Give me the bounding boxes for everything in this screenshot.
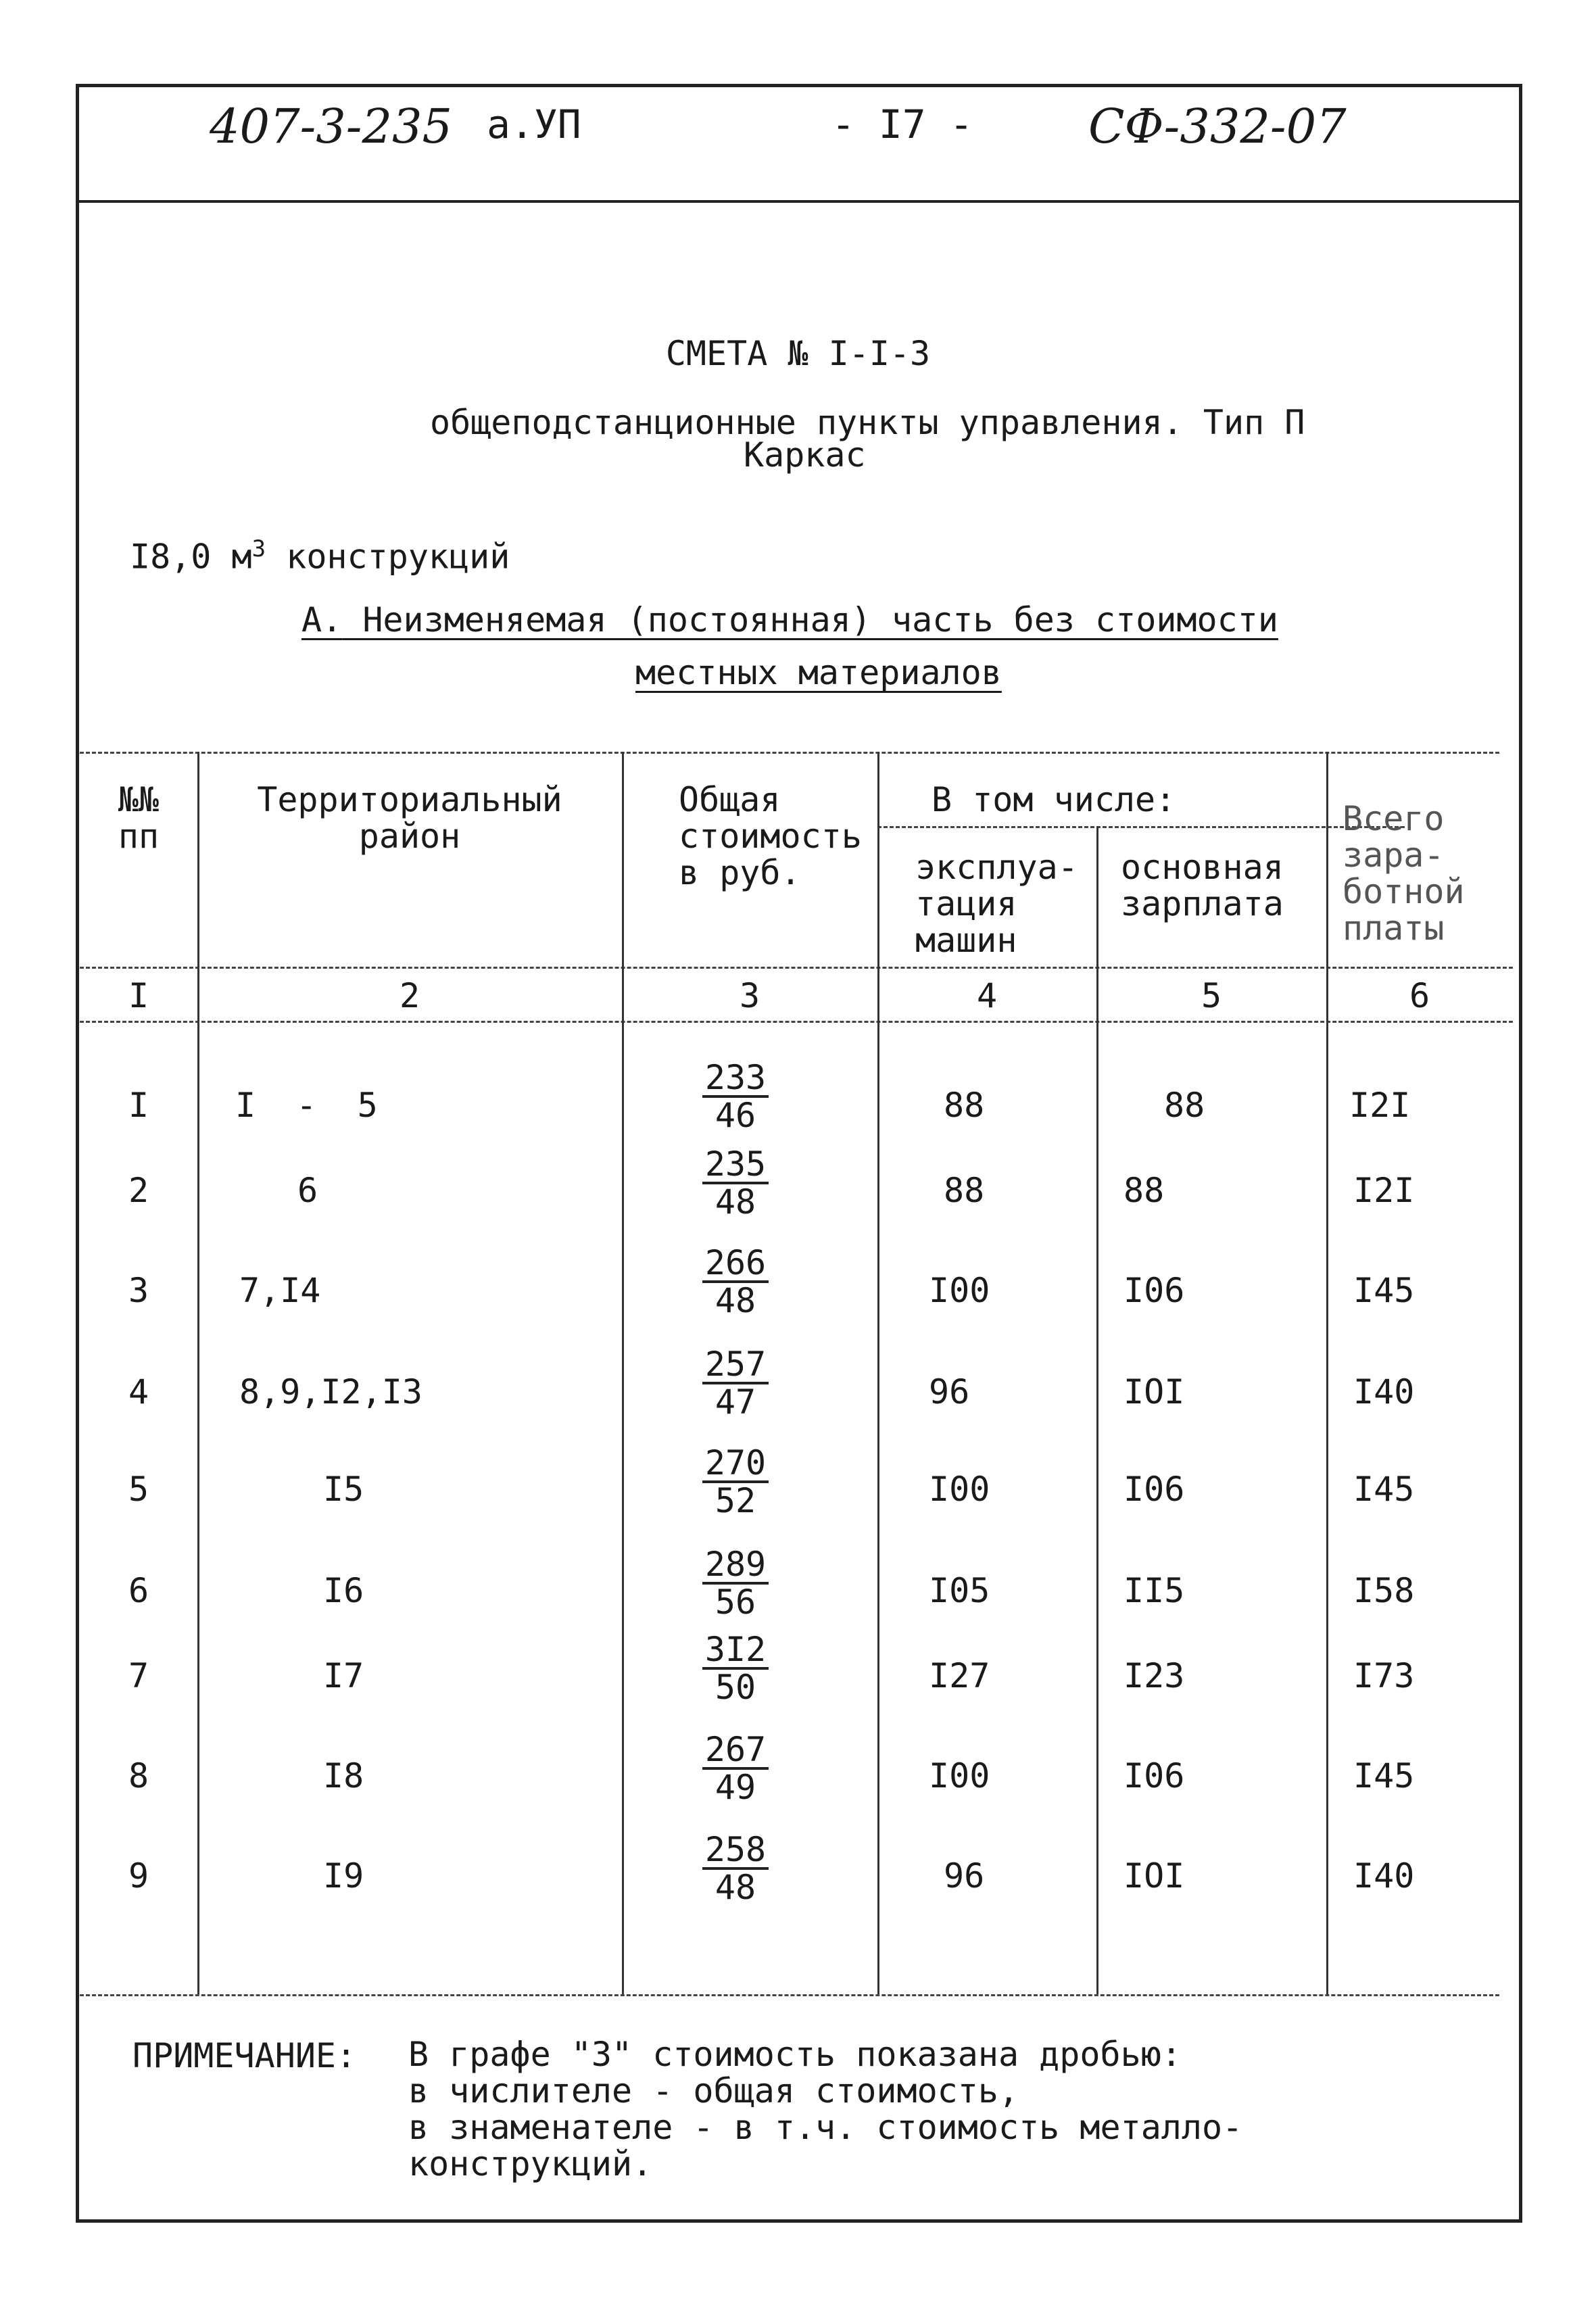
row-number: 5 bbox=[128, 1470, 149, 1509]
header-wage: основная зарплата bbox=[1121, 848, 1284, 923]
header-machines: эксплуа- тация машин bbox=[915, 848, 1078, 960]
row-wage: 88 bbox=[1123, 1171, 1165, 1210]
row-metal-cost: 46 bbox=[715, 1096, 756, 1135]
header-total: Общая стоимость в руб. bbox=[679, 780, 862, 892]
row-metal-cost: 56 bbox=[715, 1583, 756, 1622]
group-rule bbox=[877, 826, 1405, 828]
row-region: I6 bbox=[323, 1571, 364, 1610]
section-prefix: А. bbox=[301, 600, 343, 640]
row-cost-fraction bbox=[681, 1144, 790, 1222]
row-region: 8,9,I2,I3 bbox=[239, 1372, 422, 1412]
row-total-cost: 233 bbox=[702, 1060, 769, 1098]
row-total-cost: 267 bbox=[702, 1732, 769, 1770]
row-metal-cost: 48 bbox=[715, 1281, 756, 1320]
row-number: 2 bbox=[128, 1171, 149, 1210]
row-number: I bbox=[128, 1086, 149, 1125]
row-metal-cost: 47 bbox=[715, 1382, 756, 1422]
row-total-cost: 258 bbox=[702, 1832, 769, 1870]
table-bottom-rule bbox=[80, 1994, 1499, 1996]
header-wage-total: Всего зара- ботной платы bbox=[1343, 799, 1465, 948]
row-wage-total: I2I bbox=[1349, 1086, 1411, 1125]
col-number-3: 3 bbox=[739, 976, 760, 1015]
col-number-5: 5 bbox=[1201, 976, 1222, 1015]
row-machines: 88 bbox=[944, 1086, 985, 1125]
estimate-table bbox=[80, 752, 1513, 1994]
col-number-2: 2 bbox=[399, 976, 420, 1015]
row-number: 4 bbox=[128, 1372, 149, 1412]
row-wage: I06 bbox=[1123, 1470, 1185, 1509]
section-heading-text: Неизменяемая (постоянная) часть без стоимости bbox=[342, 600, 1278, 640]
row-total-cost: 289 bbox=[702, 1547, 769, 1585]
row-region: 6 bbox=[297, 1171, 318, 1210]
header-region: Территориальный район bbox=[257, 780, 562, 856]
header-divider bbox=[76, 200, 1522, 203]
row-machines: I00 bbox=[929, 1470, 990, 1509]
row-wage: II5 bbox=[1123, 1571, 1185, 1610]
header-group: В том числе: bbox=[932, 780, 1176, 819]
volume-value: I8,0 м bbox=[130, 537, 252, 577]
row-wage-total: I58 bbox=[1353, 1571, 1415, 1610]
row-metal-cost: 48 bbox=[715, 1182, 756, 1222]
row-cost-fraction bbox=[681, 1060, 790, 1133]
row-total-cost: 270 bbox=[702, 1445, 769, 1483]
row-metal-cost: 48 bbox=[715, 1868, 756, 1907]
row-number: 3 bbox=[128, 1271, 149, 1310]
row-wage-total: I40 bbox=[1353, 1856, 1415, 1896]
row-wage: I06 bbox=[1123, 1756, 1185, 1795]
estimate-subtitle-1: общеподстанционные пункты управления. Тип П bbox=[430, 403, 1305, 442]
doc-number: 407-3-235 bbox=[210, 99, 453, 154]
col-divider-5 bbox=[1326, 752, 1328, 1994]
row-total-cost: 257 bbox=[702, 1347, 769, 1384]
row-number: 6 bbox=[128, 1571, 149, 1610]
row-metal-cost: 50 bbox=[715, 1668, 756, 1707]
row-wage: IOI bbox=[1123, 1372, 1185, 1412]
row-wage-total: I40 bbox=[1353, 1372, 1415, 1412]
row-wage-total: I45 bbox=[1353, 1470, 1415, 1509]
row-region: I8 bbox=[323, 1756, 364, 1795]
page-number: - I7 - bbox=[831, 101, 973, 147]
row-wage: I06 bbox=[1123, 1271, 1185, 1310]
col-number-4: 4 bbox=[976, 976, 998, 1015]
col-divider-3 bbox=[877, 752, 879, 1994]
row-cost-fraction bbox=[681, 1547, 790, 1620]
row-number: 8 bbox=[128, 1756, 149, 1795]
row-region: I7 bbox=[323, 1656, 364, 1695]
volume-line bbox=[130, 535, 510, 577]
section-heading-2: местных материалов bbox=[635, 653, 1002, 692]
table-top-rule bbox=[80, 752, 1499, 754]
row-number: 7 bbox=[128, 1656, 149, 1695]
row-cost-fraction bbox=[681, 1732, 790, 1805]
estimate-title: СМЕТА № I-I-3 bbox=[665, 334, 931, 373]
row-region: I9 bbox=[323, 1856, 364, 1896]
row-number: 9 bbox=[128, 1856, 149, 1896]
row-region: 7,I4 bbox=[239, 1271, 321, 1310]
row-cost-fraction bbox=[681, 1347, 790, 1420]
row-machines: I00 bbox=[929, 1271, 990, 1310]
row-total-cost: 3I2 bbox=[702, 1632, 769, 1670]
col-number-1: I bbox=[128, 976, 149, 1015]
sheet-code: СФ-332-07 bbox=[1088, 99, 1347, 154]
row-total-cost: 266 bbox=[702, 1245, 769, 1283]
row-cost-fraction bbox=[681, 1632, 790, 1705]
header-number: №№ пп bbox=[118, 780, 160, 856]
album-label: а.УП bbox=[487, 101, 581, 147]
note-label: ПРИМЕЧАНИЕ: bbox=[132, 2036, 357, 2075]
row-wage-total: I2I bbox=[1353, 1171, 1415, 1210]
header-bottom-rule bbox=[80, 967, 1513, 969]
estimate-subtitle-2: Каркас bbox=[744, 435, 866, 475]
row-machines: 88 bbox=[944, 1171, 985, 1210]
row-cost-fraction bbox=[681, 1445, 790, 1518]
row-metal-cost: 49 bbox=[715, 1768, 756, 1807]
row-machines: I00 bbox=[929, 1756, 990, 1795]
col-divider-2 bbox=[622, 752, 624, 1994]
row-cost-fraction bbox=[681, 1832, 790, 1905]
row-wage: 88 bbox=[1164, 1086, 1205, 1125]
row-machines: I05 bbox=[929, 1571, 990, 1610]
col-divider-1 bbox=[197, 752, 199, 1994]
volume-unit: конструкций bbox=[266, 537, 510, 577]
row-machines: 96 bbox=[944, 1856, 985, 1896]
row-region: I - 5 bbox=[235, 1086, 378, 1125]
row-machines: I27 bbox=[929, 1656, 990, 1695]
row-cost-fraction bbox=[681, 1245, 790, 1318]
col-number-6: 6 bbox=[1409, 976, 1430, 1015]
section-heading-1 bbox=[301, 600, 1278, 640]
row-wage: IOI bbox=[1123, 1856, 1185, 1896]
volume-superscript: 3 bbox=[251, 535, 266, 562]
note-text: В графе "3" стоимость показана дробью: в числителе - общая стоимость, в знаменателе - в т.ч. стоимость металло- конструкций. bbox=[408, 2035, 1243, 2184]
row-metal-cost: 52 bbox=[715, 1481, 756, 1520]
row-total-cost: 235 bbox=[702, 1147, 769, 1184]
row-machines: 96 bbox=[929, 1372, 970, 1412]
row-wage: I23 bbox=[1123, 1656, 1185, 1695]
row-region: I5 bbox=[323, 1470, 364, 1509]
column-number-rule bbox=[80, 1021, 1513, 1023]
row-wage-total: I73 bbox=[1353, 1656, 1415, 1695]
row-wage-total: I45 bbox=[1353, 1756, 1415, 1795]
row-wage-total: I45 bbox=[1353, 1271, 1415, 1310]
